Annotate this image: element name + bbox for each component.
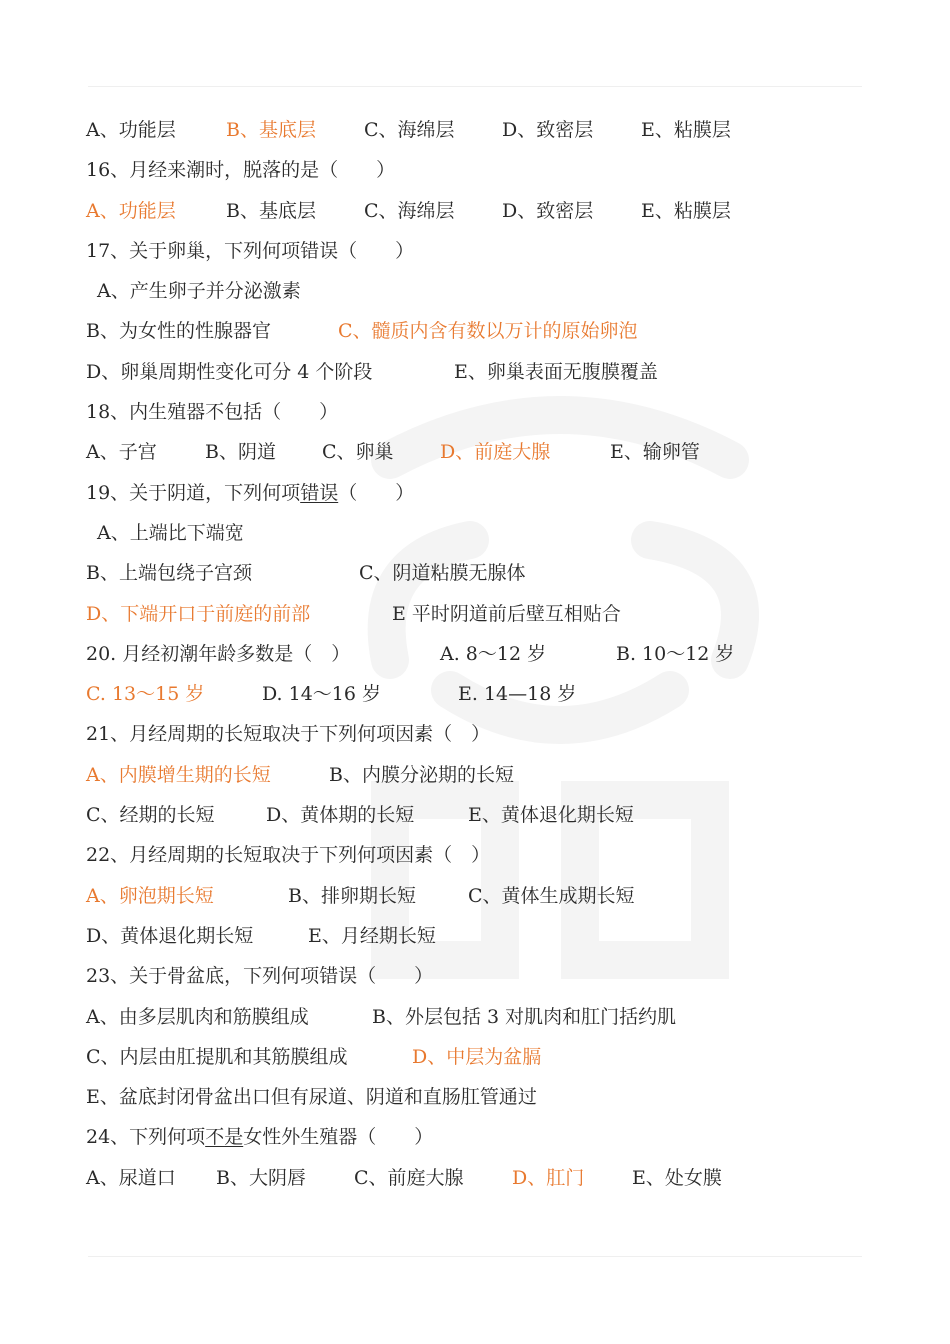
- option: A、上端比下端宽: [97, 521, 244, 544]
- emphasis-underline: 不是: [205, 1126, 244, 1149]
- question-17: [86, 231, 876, 271]
- question-21: [86, 714, 876, 754]
- options-row: [86, 432, 876, 472]
- correct-option: A、卵泡期长短: [86, 884, 214, 907]
- options-row: [86, 755, 876, 795]
- option: B、上端包绕子宫颈: [86, 562, 252, 585]
- question-18: [86, 392, 876, 432]
- correct-option: D、前庭大腺: [440, 441, 551, 464]
- options-row: [86, 352, 876, 392]
- emphasis-underline: 错误: [300, 481, 339, 504]
- options-row: [86, 513, 876, 553]
- options-row: [86, 795, 876, 835]
- option: A、尿道口: [86, 1166, 176, 1189]
- option: E 平时阴道前后壁互相贴合: [392, 602, 621, 625]
- option: E、盆底封闭骨盆出口但有尿道、阴道和直肠肛管通过: [86, 1086, 537, 1109]
- option: B、大阴唇: [216, 1166, 306, 1189]
- options-row: [86, 110, 876, 150]
- option: B、内膜分泌期的长短: [329, 763, 514, 786]
- option: C、黄体生成期长短: [468, 884, 635, 907]
- question-text-end: （ ）: [338, 481, 415, 504]
- question-text: 23、关于骨盆底，下列何项错误（ ）: [86, 965, 434, 988]
- question-16: [86, 150, 876, 190]
- question-text: 22、月经周期的长短取决于下列何项因素（ ）: [86, 844, 491, 867]
- option: E、月经期长短: [308, 924, 436, 947]
- question-text: [86, 473, 414, 513]
- options-row: [86, 553, 876, 593]
- correct-option: C. 13～15 岁: [86, 683, 205, 706]
- question-20: [86, 634, 876, 674]
- question-text: 16、月经来潮时，脱落的是（ ）: [86, 159, 396, 182]
- correct-option: A、内膜增生期的长短: [86, 763, 271, 786]
- option: D、黄体期的长短: [266, 804, 415, 827]
- option: D. 14～16 岁: [262, 683, 382, 706]
- option: C、海绵层: [364, 119, 455, 141]
- correct-option: D、下端开口于前庭的前部: [86, 602, 311, 625]
- option: C、阴道粘膜无腺体: [359, 562, 526, 585]
- option: D、致密层: [502, 119, 594, 141]
- options-row: [86, 191, 876, 231]
- question-text: [86, 1117, 433, 1157]
- question-text: 17、关于卵巢，下列何项错误（ ）: [86, 239, 415, 262]
- option: E、黄体退化期长短: [468, 804, 634, 827]
- option: E、卵巢表面无腹膜覆盖: [454, 360, 658, 383]
- options-row: [86, 674, 876, 714]
- options-row: [86, 876, 876, 916]
- option: C、前庭大腺: [354, 1166, 464, 1189]
- header-rule: [88, 86, 862, 87]
- correct-option: B、基底层: [226, 119, 316, 141]
- options-row: [86, 1037, 876, 1077]
- question-text-start: 19、关于阴道，下列何项: [86, 481, 301, 504]
- question-text: 18、内生殖器不包括（ ）: [86, 401, 339, 424]
- question-text: 20. 月经初潮年龄多数是（ ）: [86, 642, 351, 665]
- footer-rule: [88, 1256, 862, 1257]
- option: E. 14—18 岁: [458, 683, 577, 706]
- question-text-start: 24、下列何项: [86, 1126, 206, 1149]
- options-row: [86, 1158, 876, 1198]
- question-text-end: 女性外生殖器（ ）: [243, 1126, 434, 1149]
- option: B、排卵期长短: [288, 884, 416, 907]
- option: B、阴道: [205, 441, 276, 464]
- option: D、卵巢周期性变化可分 4 个阶段: [86, 360, 373, 383]
- option: A. 8～12 岁: [440, 642, 547, 665]
- options-row: [86, 271, 876, 311]
- option: B、为女性的性腺器官: [86, 320, 271, 343]
- option: D、黄体退化期长短: [86, 924, 254, 947]
- option: C、海绵层: [364, 199, 455, 222]
- option: E、粘膜层: [641, 199, 731, 222]
- option: A、产生卵子并分泌激素: [97, 280, 301, 303]
- option: C、经期的长短: [86, 804, 215, 827]
- question-list: [86, 110, 876, 1198]
- correct-option: D、肛门: [512, 1166, 585, 1189]
- option: B. 10～12 岁: [616, 642, 735, 665]
- option: A、子宫: [86, 441, 157, 464]
- options-row: [86, 594, 876, 634]
- option: D、致密层: [502, 199, 594, 222]
- option: A、功能层: [86, 119, 176, 141]
- options-row: [86, 311, 876, 351]
- option: C、内层由肛提肌和其筋膜组成: [86, 1045, 348, 1068]
- question-22: [86, 835, 876, 875]
- correct-option: D、中层为盆膈: [412, 1045, 542, 1068]
- options-row: [86, 997, 876, 1037]
- option: B、基底层: [226, 199, 316, 222]
- option: A、由多层肌肉和筋膜组成: [86, 1005, 309, 1028]
- option: E、处女膜: [632, 1166, 722, 1189]
- question-text: 21、月经周期的长短取决于下列何项因素（ ）: [86, 723, 491, 746]
- question-19: [86, 473, 876, 513]
- option: E、粘膜层: [641, 119, 731, 141]
- question-24: [86, 1117, 876, 1157]
- question-23: [86, 956, 876, 996]
- correct-option: C、髓质内含有数以万计的原始卵泡: [338, 320, 638, 343]
- options-row: [86, 916, 876, 956]
- options-row: [86, 1077, 876, 1117]
- correct-option: A、功能层: [86, 199, 176, 222]
- option: E、输卵管: [610, 441, 700, 464]
- option: B、外层包括 3 对肌肉和肛门括约肌: [372, 1005, 677, 1028]
- option: C、卵巢: [322, 441, 394, 464]
